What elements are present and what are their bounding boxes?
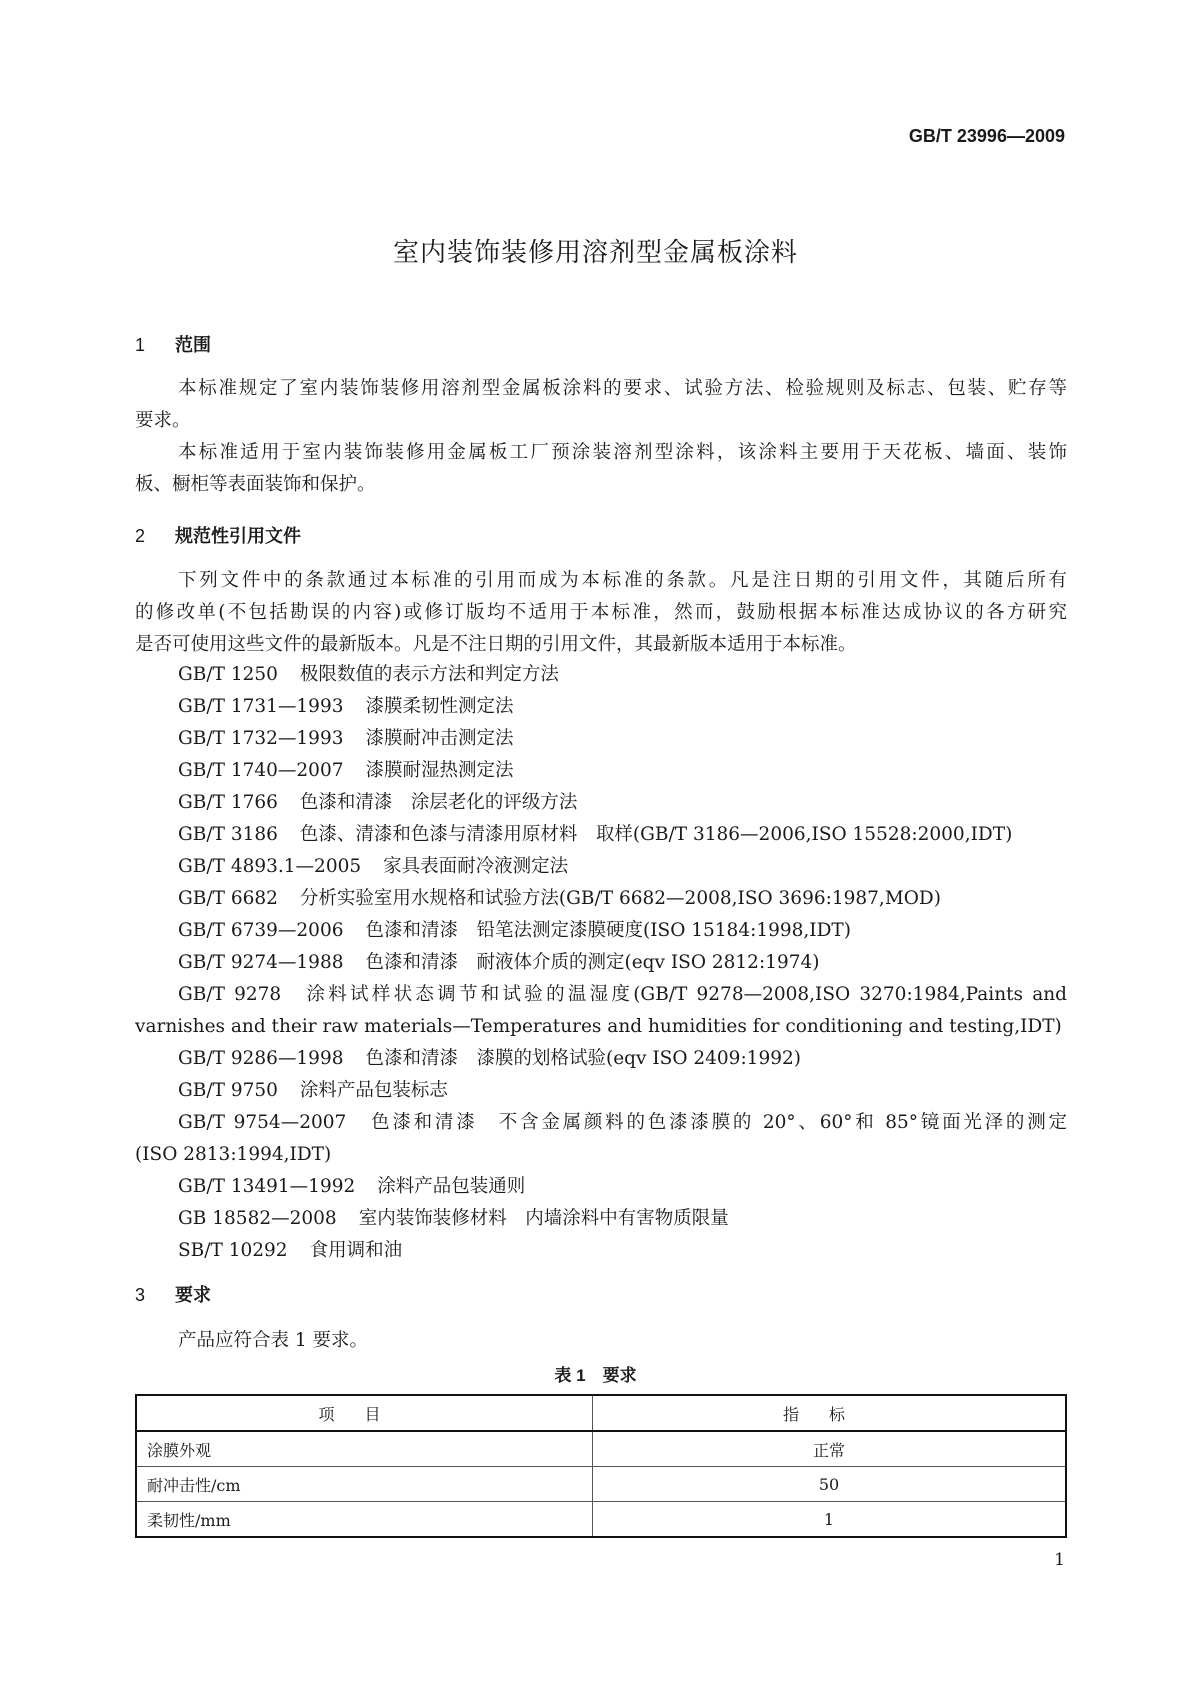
column-header: 指标 bbox=[593, 1395, 1067, 1431]
requirements-table bbox=[135, 1394, 1067, 1538]
reference-code: GB/T 9274—1988 bbox=[178, 952, 344, 973]
reference-title: 家具表面耐冷液测定法 bbox=[383, 856, 569, 877]
reference-item bbox=[178, 1078, 448, 1104]
reference-code: GB/T 1250 bbox=[178, 664, 278, 685]
reference-title: 涂料试样状态调节和试验的温湿度(GB/T 9278—2008,ISO 3270:1984,Paints and bbox=[303, 984, 1067, 1005]
reference-item bbox=[178, 1110, 1067, 1136]
section-title: 规范性引用文件 bbox=[175, 526, 301, 546]
reference-code: GB 18582—2008 bbox=[178, 1208, 337, 1229]
reference-title: 漆膜柔韧性测定法 bbox=[365, 696, 514, 717]
reference-title: 分析实验室用水规格和试验方法(GB/T 6682—2008,ISO 3696:1987,MOD) bbox=[299, 888, 941, 909]
reference-code: GB/T 9754—2007 bbox=[178, 1112, 347, 1133]
reference-code: GB/T 9750 bbox=[178, 1080, 278, 1101]
reference-code: GB/T 9286—1998 bbox=[178, 1048, 344, 1069]
table-row bbox=[136, 1502, 1066, 1538]
reference-title: 室内装饰装修材料 内墙涂料中有害物质限量 bbox=[358, 1208, 729, 1229]
paragraph-line: 的修改单(不包括勘误的内容)或修订版均不适用于本标准，然而，鼓励根据本标准达成协议的各方研究 bbox=[135, 602, 1067, 623]
reference-item bbox=[178, 1046, 801, 1072]
reference-item bbox=[178, 726, 514, 752]
item-cell: 柔韧性/mm bbox=[136, 1502, 593, 1538]
item-cell: 涂膜外观 bbox=[136, 1431, 593, 1467]
reference-title: 色漆和清漆 耐液体介质的测定(eqv ISO 2812:1974) bbox=[365, 952, 820, 973]
reference-item bbox=[178, 982, 1067, 1008]
reference-title: 色漆和清漆 不含金属颜料的色漆漆膜的 20°、60°和 85°镜面光泽的测定 bbox=[368, 1112, 1067, 1133]
paragraph-line: 产品应符合表 1 要求。 bbox=[178, 1330, 369, 1351]
reference-item bbox=[178, 918, 851, 944]
table-row bbox=[136, 1467, 1066, 1502]
reference-code: GB/T 13491—1992 bbox=[178, 1176, 356, 1197]
table-header-row bbox=[136, 1395, 1066, 1431]
value-cell: 1 bbox=[593, 1502, 1067, 1538]
reference-continuation: (ISO 2813:1994,IDT) bbox=[135, 1144, 332, 1165]
paragraph-line: 要求。 bbox=[135, 410, 191, 431]
reference-code: GB/T 1766 bbox=[178, 792, 278, 813]
reference-code: SB/T 10292 bbox=[178, 1240, 288, 1261]
reference-title: 食用调和油 bbox=[309, 1240, 403, 1261]
reference-item bbox=[178, 1206, 729, 1232]
reference-item bbox=[178, 758, 514, 784]
value-cell: 50 bbox=[593, 1467, 1067, 1502]
reference-code: GB/T 9278 bbox=[178, 984, 282, 1005]
reference-title: 涂料产品包装通则 bbox=[377, 1176, 526, 1197]
paragraph-line: 本标准适用于室内装饰装修用金属板工厂预涂装溶剂型涂料，该涂料主要用于天花板、墙面、装饰 bbox=[178, 442, 1067, 463]
reference-code: GB/T 3186 bbox=[178, 824, 278, 845]
reference-title: 色漆和清漆 铅笔法测定漆膜硬度(ISO 15184:1998,IDT) bbox=[365, 920, 851, 941]
reference-item bbox=[178, 790, 577, 816]
reference-title: 漆膜耐湿热测定法 bbox=[365, 760, 514, 781]
reference-item bbox=[178, 854, 568, 880]
reference-code: GB/T 1731—1993 bbox=[178, 696, 344, 717]
column-header: 项目 bbox=[136, 1395, 593, 1431]
section-number: 1 bbox=[135, 335, 146, 355]
reference-code: GB/T 4893.1—2005 bbox=[178, 856, 362, 877]
section-number: 2 bbox=[135, 526, 146, 546]
standard-number: GB/T 23996—2009 bbox=[908, 126, 1065, 146]
section-title: 要求 bbox=[175, 1285, 211, 1305]
page-number: 1 bbox=[1054, 1550, 1065, 1570]
item-cell: 耐冲击性/cm bbox=[136, 1467, 593, 1502]
reference-item bbox=[178, 950, 819, 976]
reference-code: GB/T 1732—1993 bbox=[178, 728, 344, 749]
section-heading-scope bbox=[135, 331, 211, 357]
reference-title: 色漆和清漆 漆膜的划格试验(eqv ISO 2409:1992) bbox=[365, 1048, 801, 1069]
section-title: 范围 bbox=[175, 335, 211, 355]
section-heading-normative-references bbox=[135, 522, 301, 548]
section-number: 3 bbox=[135, 1285, 146, 1305]
reference-title: 极限数值的表示方法和判定方法 bbox=[299, 664, 559, 685]
reference-item bbox=[178, 1174, 525, 1200]
reference-code: GB/T 6682 bbox=[178, 888, 278, 909]
reference-item bbox=[178, 822, 1012, 848]
reference-continuation: varnishes and their raw materials—Temperatures and humidities for conditioning and testing,IDT) bbox=[135, 1016, 1062, 1037]
reference-title: 涂料产品包装标志 bbox=[299, 1080, 448, 1101]
reference-code: GB/T 6739—2006 bbox=[178, 920, 344, 941]
reference-title: 色漆、清漆和色漆与清漆用原材料 取样(GB/T 3186—2006,ISO 15528:2000,IDT) bbox=[299, 824, 1013, 845]
section-heading-requirements bbox=[135, 1281, 211, 1307]
reference-item bbox=[178, 1238, 402, 1264]
paragraph-line: 板、橱柜等表面装饰和保护。 bbox=[135, 474, 376, 495]
reference-item bbox=[178, 886, 941, 912]
table-caption: 表 1 要求 bbox=[554, 1366, 637, 1385]
reference-item bbox=[178, 694, 514, 720]
reference-item bbox=[178, 662, 559, 688]
value-cell: 正常 bbox=[593, 1431, 1067, 1467]
paragraph-line: 是否可使用这些文件的最新版本。凡是不注日期的引用文件，其最新版本适用于本标准。 bbox=[135, 634, 857, 655]
paragraph-line: 本标准规定了室内装饰装修用溶剂型金属板涂料的要求、试验方法、检验规则及标志、包装、贮存等 bbox=[178, 378, 1067, 399]
document-title: 室内装饰装修用溶剂型金属板涂料 bbox=[392, 237, 798, 267]
reference-title: 漆膜耐冲击测定法 bbox=[365, 728, 514, 749]
reference-title: 色漆和清漆 涂层老化的评级方法 bbox=[299, 792, 578, 813]
reference-code: GB/T 1740—2007 bbox=[178, 760, 344, 781]
paragraph-line: 下列文件中的条款通过本标准的引用而成为本标准的条款。凡是注日期的引用文件，其随后所有 bbox=[178, 570, 1067, 591]
table-row bbox=[136, 1431, 1066, 1467]
